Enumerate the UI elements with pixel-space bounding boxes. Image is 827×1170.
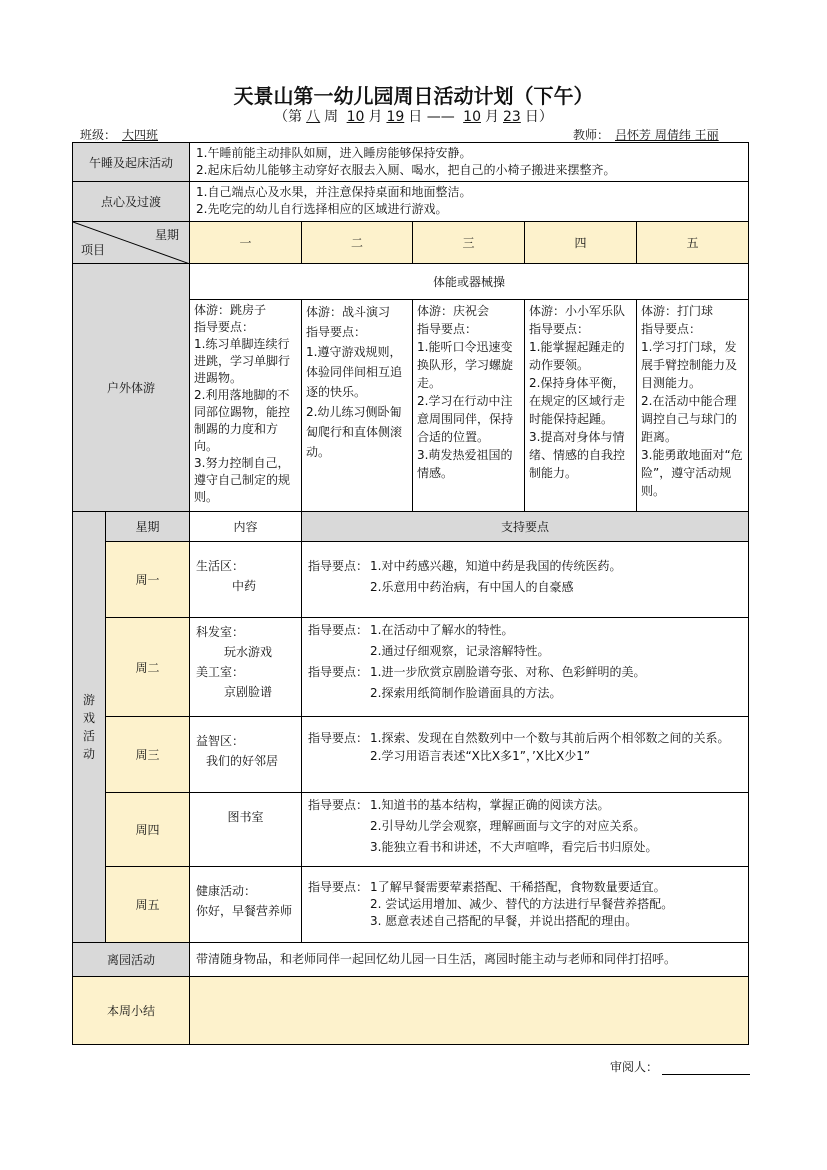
weekday-4: 四 xyxy=(525,222,637,264)
games-content xyxy=(190,867,302,943)
snack-row xyxy=(73,182,749,222)
leave-text: 带清随身物品，和老师同伴一起回忆幼儿园一日生活，离园时能主动与老师和同伴打招呼。 xyxy=(196,952,677,966)
weekday-header-row xyxy=(73,222,749,264)
support-key xyxy=(308,816,370,837)
outdoor-line: 指导要点： xyxy=(194,320,255,334)
outdoor-line: 3.萌发热爱祖国的情感。 xyxy=(417,448,513,480)
support-text: 1.进一步欣赏京剧脸谱夸张、对称、色彩鲜明的美。 xyxy=(370,665,646,679)
games-support xyxy=(302,618,749,717)
outdoor-line: 指导要点： xyxy=(641,322,702,336)
outdoor-header: 体能或器械操 xyxy=(190,264,749,300)
nap-label: 午睡及起床活动 xyxy=(73,143,190,182)
games-content xyxy=(190,542,302,618)
outdoor-line: 3.努力控制自己，遵守自己制定的规则。 xyxy=(194,456,291,504)
outdoor-line: 2.学习在行动中注意周围同伴，保持合适的位置。 xyxy=(417,394,514,444)
snack-line: 1.自己端点心及水果，并注意保持桌面和地面整洁。 xyxy=(196,185,472,199)
weekday-3: 三 xyxy=(413,222,525,264)
support-text: 1.知道书的基本结构，掌握正确的阅读方法。 xyxy=(370,798,610,812)
outdoor-day-5 xyxy=(637,300,749,512)
games-day: 周五 xyxy=(106,867,190,943)
content-line: 美工室： xyxy=(196,665,245,679)
content-line: 健康活动： xyxy=(196,884,257,898)
subtitle-text: 日 —— xyxy=(408,109,460,125)
outdoor-line: 1.能听口令迅速变换队形，学习螺旋走。 xyxy=(417,340,514,390)
games-content xyxy=(190,618,302,717)
games-row-fri xyxy=(73,867,749,943)
weekday-2: 二 xyxy=(302,222,413,264)
games-support xyxy=(302,717,749,793)
support-key xyxy=(308,683,370,704)
outdoor-label: 户外体游 xyxy=(73,264,190,512)
games-row-mon xyxy=(73,542,749,618)
support-text: 2.通过仔细观察，记录溶解特性。 xyxy=(370,644,550,658)
games-row-tue xyxy=(73,618,749,717)
games-label-text: 游戏活动 xyxy=(82,693,95,761)
support-key xyxy=(308,641,370,662)
outdoor-line: 指导要点： xyxy=(306,325,367,339)
support-key xyxy=(308,896,370,913)
outdoor-line: 体游：战斗演习 xyxy=(306,305,391,319)
subtitle-text: 月 xyxy=(485,109,499,125)
outdoor-line: 指导要点： xyxy=(529,322,590,336)
nap-content xyxy=(190,143,749,182)
plan-table xyxy=(72,142,749,1045)
support-key xyxy=(308,913,370,930)
content-line: 我们的好邻居 xyxy=(206,754,279,768)
content-line: 图书室 xyxy=(227,810,264,824)
support-key: 指导要点： xyxy=(308,798,369,812)
content-line: 中药 xyxy=(232,579,257,593)
week-number: 八 xyxy=(306,109,321,125)
support-key: 指导要点： xyxy=(308,665,369,679)
start-month: 10 xyxy=(346,109,365,125)
games-content xyxy=(190,717,302,793)
support-text: 2.乐意用中药治病，有中国人的自豪感 xyxy=(370,580,574,594)
outdoor-line: 2.在活动中能合理调控自己与球门的距离。 xyxy=(641,394,738,444)
weekday-5: 五 xyxy=(637,222,749,264)
content-line: 京剧脸谱 xyxy=(224,685,273,699)
snack-label: 点心及过渡 xyxy=(73,182,190,222)
outdoor-day-2 xyxy=(302,300,413,512)
outdoor-line: 指导要点： xyxy=(417,322,478,336)
content-line: 生活区： xyxy=(196,559,245,573)
games-content xyxy=(190,793,302,867)
games-support xyxy=(302,867,749,943)
subtitle-text: 月 xyxy=(368,109,383,125)
corner-item: 项目 xyxy=(81,243,106,257)
nap-line: 2.起床后幼儿能够主动穿好衣服去入厕、喝水，把自己的小椅子搬进来摆整齐。 xyxy=(196,163,616,177)
outdoor-line: 3.能勇敢地面对“危险”，遵守活动规则。 xyxy=(641,448,743,498)
games-header-row xyxy=(73,512,749,542)
games-day: 周一 xyxy=(106,542,190,618)
outdoor-line: 1.能掌握起踵走的动作要领。 xyxy=(529,340,625,372)
class-label: 班级： xyxy=(80,128,117,142)
support-text: 1.探索、发现在自然数列中一个数与其前后两个相邻数之间的关系。 xyxy=(370,731,730,745)
subtitle-text: 周 xyxy=(324,109,339,125)
games-day: 周二 xyxy=(106,618,190,717)
support-key xyxy=(308,577,370,598)
nap-line: 1.午睡前能主动排队如厕，进入睡房能够保持安静。 xyxy=(196,146,472,160)
games-col-support: 支持要点 xyxy=(302,512,749,542)
games-col-content: 内容 xyxy=(190,512,302,542)
games-support xyxy=(302,542,749,618)
games-col-day: 星期 xyxy=(106,512,190,542)
content-line: 益智区： xyxy=(196,734,245,748)
support-text: 3.能独立看书和讲述，不大声喧哗，看完后书归原处。 xyxy=(370,840,658,854)
outdoor-header-row xyxy=(73,264,749,300)
support-key: 指导要点： xyxy=(308,623,369,637)
outdoor-day-4 xyxy=(525,300,637,512)
outdoor-line: 体游：跳房子 xyxy=(194,303,267,317)
summary-content xyxy=(190,977,749,1045)
support-text: 1了解早餐需要荤素搭配、干稀搭配，食物数量要适宜。 xyxy=(370,880,666,894)
support-key: 指导要点： xyxy=(308,731,369,745)
summary-row xyxy=(73,977,749,1045)
outdoor-line: 体游：庆祝会 xyxy=(417,304,490,318)
games-support xyxy=(302,793,749,867)
support-key: 指导要点： xyxy=(308,559,369,573)
support-text: 2. 尝试运用增加、减少、替代的方法进行早餐营养搭配。 xyxy=(370,897,674,911)
reviewer-label: 审阅人： xyxy=(610,1060,659,1074)
support-key xyxy=(308,747,370,765)
outdoor-line: 1.遵守游戏规则，体验同伴间相互追逐的快乐。 xyxy=(306,345,403,399)
outdoor-line: 体游：小小军乐队 xyxy=(529,304,626,318)
games-label xyxy=(73,512,106,943)
reviewer-signature-line xyxy=(662,1060,750,1075)
support-key xyxy=(308,837,370,858)
reviewer xyxy=(610,1058,750,1075)
teacher-info xyxy=(573,126,725,143)
outdoor-line: 3.提高对身体与情绪、情感的自我控制能力。 xyxy=(529,430,626,480)
content-line: 玩水游戏 xyxy=(224,645,273,659)
outdoor-line: 1.学习打门球，发展手臂控制能力及目测能力。 xyxy=(641,340,738,390)
support-text: 2.学习用语言表述“X比X多1”，’X比X少1” xyxy=(370,749,591,763)
leave-row xyxy=(73,943,749,977)
date-range xyxy=(0,106,827,126)
start-day: 19 xyxy=(386,109,405,125)
content-line: 你好，早餐营养师 xyxy=(196,904,293,918)
weekday-1: 一 xyxy=(190,222,302,264)
snack-content xyxy=(190,182,749,222)
teacher-label: 教师： xyxy=(573,128,610,142)
corner-weekday: 星期 xyxy=(155,228,180,242)
leave-content xyxy=(190,943,749,977)
outdoor-line: 2.保持身体平衡，在规定的区域行走时能保持起踵。 xyxy=(529,376,626,426)
end-day: 23 xyxy=(503,109,521,125)
outdoor-line: 体游：打门球 xyxy=(641,304,714,318)
outdoor-line: 2.幼儿练习侧卧匍匐爬行和直体侧滚动。 xyxy=(306,405,403,459)
summary-label: 本周小结 xyxy=(73,977,190,1045)
page-title: 天景山第一幼儿园周日活动计划（下午） xyxy=(233,84,594,108)
outdoor-day-3 xyxy=(413,300,525,512)
outdoor-line: 2.利用落地脚的不同部位踢物，能控制踢的力度和方向。 xyxy=(194,388,291,453)
outdoor-day-1 xyxy=(190,300,302,512)
support-text: 2.引导幼儿学会观察，理解画面与文字的对应关系。 xyxy=(370,819,646,833)
end-month: 10 xyxy=(463,109,481,125)
games-row-wed xyxy=(73,717,749,793)
subtitle-text: 日） xyxy=(524,109,553,125)
games-day: 周四 xyxy=(106,793,190,867)
subtitle-text: （第 xyxy=(274,109,303,125)
games-day: 周三 xyxy=(106,717,190,793)
support-text: 1.对中药感兴趣，知道中药是我国的传统医药。 xyxy=(370,559,622,573)
leave-label: 离园活动 xyxy=(73,943,190,977)
content-line: 科发室： xyxy=(196,625,245,639)
support-text: 3. 愿意表述自己搭配的早餐，并说出搭配的理由。 xyxy=(370,914,638,928)
games-row-thu xyxy=(73,793,749,867)
support-text: 2.探索用纸简制作脸谱面具的方法。 xyxy=(370,686,562,700)
support-text: 1.在活动中了解水的特性。 xyxy=(370,623,514,637)
support-key: 指导要点： xyxy=(308,880,369,894)
teacher-value: 吕怀芳 周倩纬 王丽 xyxy=(615,128,719,142)
nap-row xyxy=(73,143,749,182)
outdoor-line: 1.练习单脚连续行进跳，学习单脚行进踢物。 xyxy=(194,337,291,385)
snack-line: 2.先吃完的幼儿自行选择相应的区域进行游戏。 xyxy=(196,202,448,216)
corner-cell xyxy=(73,222,190,264)
class-info xyxy=(80,126,164,143)
class-value: 大四班 xyxy=(122,128,159,142)
